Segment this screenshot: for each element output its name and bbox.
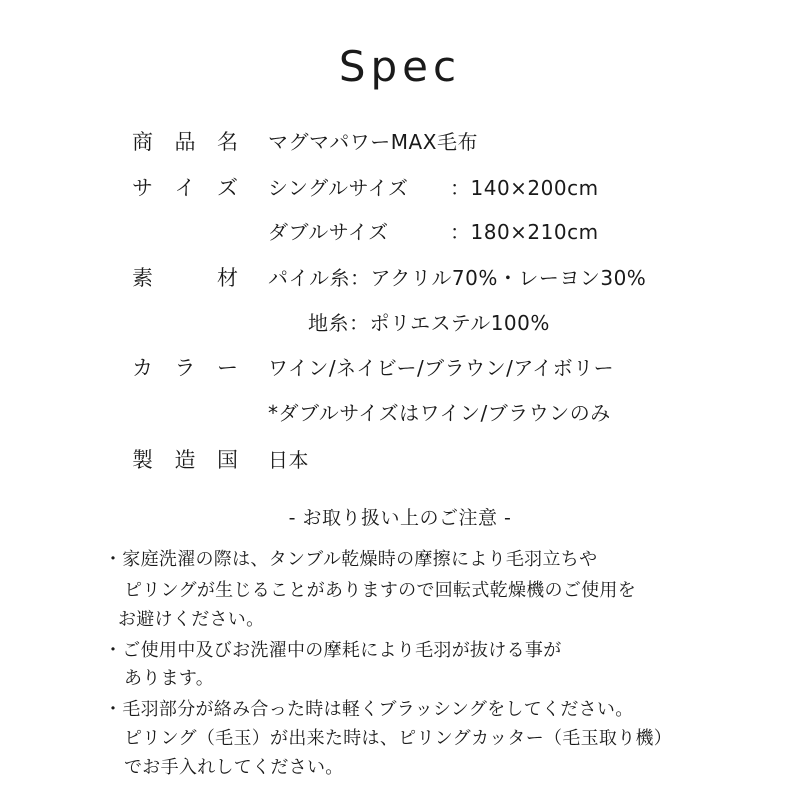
caution-line: ・ご使用中及びお洗濯中の摩耗により毛羽が抜ける事が	[104, 640, 562, 661]
caution-line: お避けください。	[118, 609, 265, 630]
page-title: Spec	[338, 42, 462, 91]
material-pile: パイル糸：アクリル70%・レーヨン30%	[268, 266, 647, 290]
color-note: *ダブルサイズはワイン/ブラウンのみ	[268, 401, 611, 425]
caution-line: ・毛羽部分が絡み合った時は軽くブラッシングをしてください。	[104, 699, 634, 720]
color-value: ワイン/ネイビー/ブラウン/アイボリー	[268, 356, 615, 380]
size-double-dim: ：180×210cm	[450, 220, 599, 244]
label-size: サ イ ズ	[132, 176, 238, 200]
caution-line: ・家庭洗濯の際は、タンブル乾燥時の摩擦により毛羽立ちや	[104, 549, 598, 570]
product-name-value: マグマパワーMAX毛布	[268, 130, 478, 154]
size-double-name: ダブルサイズ	[268, 220, 389, 244]
size-single-name: シングルサイズ	[268, 176, 409, 200]
caution-line: ピリング（毛玉）が出来た時は、ピリングカッター（毛玉取り機）	[124, 728, 673, 749]
label-material: 素 材	[132, 266, 238, 290]
label-color: カ ラ ー	[132, 356, 238, 380]
caution-line: でお手入れしてください。	[124, 757, 344, 778]
material-ground: 地糸：ポリエステル100%	[308, 311, 550, 335]
caution-line: あります。	[124, 668, 215, 689]
caution-heading: - お取り扱い上のご注意 -	[288, 507, 512, 529]
origin-value: 日本	[268, 448, 309, 472]
size-single-dim: ：140×200cm	[450, 176, 599, 200]
label-origin: 製 造 国	[132, 448, 238, 472]
caution-line: ピリングが生じることがありますので回転式乾燥機のご使用を	[124, 580, 637, 601]
label-product-name: 商 品 名	[132, 130, 238, 154]
